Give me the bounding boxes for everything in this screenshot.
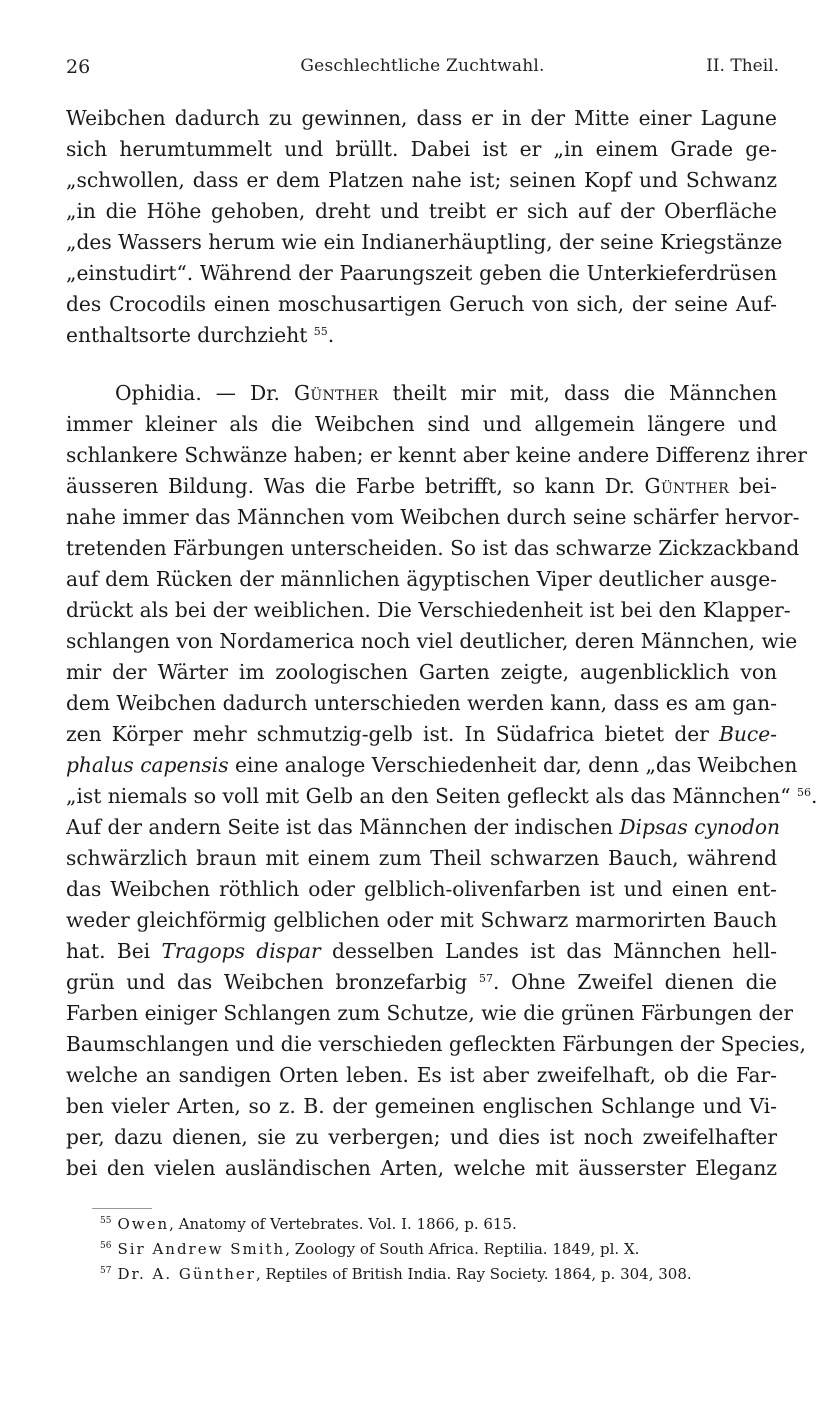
text-line: ben vieler Arten, so z. B. der gemeinen englischen Schlange und Vi-: [66, 1094, 777, 1118]
footnote: $^{55}$ Owen, Anatomy of Vertebrates. Vol. I. 1866, p. 615.: [100, 1215, 517, 1233]
species-name: Tragops dispar: [161, 939, 321, 963]
text-line: äusseren Bildung. Was die Farbe betrifft, so kann Dr. Günther bei-: [66, 474, 778, 498]
text-line: schwärzlich braun mit einem zum Theil schwarzen Bauch, während: [66, 846, 777, 870]
species-name: Dipsas cynodon: [619, 815, 781, 839]
text-line: nahe immer das Männchen vom Weibchen durch seine schärfer hervor-: [66, 505, 800, 529]
text-line: Ophidia. — Dr. Günther theilt mir mit, dass die Männchen: [115, 381, 777, 405]
text-line: schlankere Schwänze haben; er kennt aber keine andere Differenz ihrer: [66, 443, 807, 467]
text-line: Farben einiger Schlangen zum Schutze, wie die grünen Färbungen der: [66, 1001, 794, 1025]
text-line: sich herumtummelt und brüllt. Dabei ist er „in einem Grade ge-: [66, 137, 777, 161]
text-line: welche an sandigen Orten leben. Es ist aber zweifelhaft, ob die Far-: [66, 1063, 777, 1087]
text-line: grün und das Weibchen bronzefarbig $^{57}$. Ohne Zweifel dienen die: [66, 970, 777, 994]
species-name: phalus capensis: [66, 753, 229, 777]
author-name: Günther: [644, 474, 730, 498]
footnote-ref: 55: [313, 325, 328, 338]
text-line: immer kleiner als die Weibchen sind und allgemein längere und: [66, 412, 777, 436]
text-line: mir der Wärter im zoologischen Garten zeigte, augenblicklich von: [66, 660, 777, 684]
text-line: per, dazu dienen, sie zu verbergen; und dies ist noch zweifelhafter: [66, 1125, 777, 1149]
footnote-author: Dr. A. Günther: [117, 1265, 256, 1283]
text-line: weder gleichförmig gelblichen oder mit Schwarz marmorirten Bauch: [66, 908, 777, 932]
text-line: phalus capensis eine analoge Verschiedenheit dar, denn „das Weibchen: [66, 753, 798, 777]
footnote-author: Owen: [117, 1215, 170, 1233]
text-line: zen Körper mehr schmutzig-gelb ist. In Südafrica bietet der Buce-: [66, 722, 777, 746]
text-line: tretenden Färbungen unterscheiden. So ist das schwarze Zickzackband: [66, 536, 800, 560]
author-name: Günther: [293, 381, 379, 405]
text-line: schlangen von Nordamerica noch viel deutlicher, deren Männchen, wie: [66, 629, 798, 653]
text-line: hat. Bei Tragops dispar desselben Landes ist das Männchen hell-: [66, 939, 777, 963]
text-line: Auf der andern Seite ist das Männchen der indischen Dipsas cynodon: [66, 815, 781, 839]
page-number: 26: [66, 56, 91, 78]
running-title: Geschlechtliche Zuchtwahl.: [300, 56, 545, 76]
text-line: das Weibchen röthlich oder gelblich-olivenfarben ist und einen ent-: [66, 877, 777, 901]
species-name: Buce-: [719, 722, 777, 746]
footnote: $^{56}$ Sir Andrew Smith, Zoology of South Africa. Reptilia. 1849, pl. X.: [100, 1240, 640, 1258]
footnote-author: Sir Andrew Smith: [117, 1240, 286, 1258]
text-line: bei den vielen ausländischen Arten, welche mit äusserster Eleganz: [66, 1156, 777, 1180]
text-line: „in die Höhe gehoben, dreht und treibt er sich auf der Oberfläche: [66, 199, 777, 223]
running-header: [66, 56, 779, 84]
part-label: II. Theil.: [706, 56, 779, 76]
text-line: auf dem Rücken der männlichen ägyptischen Viper deutlicher ausge-: [66, 567, 777, 591]
text-line: „einstudirt“. Während der Paarungszeit geben die Unterkieferdrüsen: [66, 261, 777, 285]
text-line: „schwollen, dass er dem Platzen nahe ist; seinen Kopf und Schwanz: [66, 168, 777, 192]
text-line: Weibchen dadurch zu gewinnen, dass er in der Mitte einer Lagune: [66, 106, 777, 130]
text-line: dem Weibchen dadurch unterschieden werden kann, dass es am gan-: [66, 691, 777, 715]
text-line: enthaltsorte durchzieht $^{55}$.: [66, 323, 335, 347]
footnote: $^{57}$ Dr. A. Günther, Reptiles of British India. Ray Society. 1864, p. 304, 308.: [100, 1265, 692, 1283]
footnote-rule: [92, 1208, 152, 1209]
footnote-ref: 57: [478, 972, 493, 985]
text-line: „ist niemals so voll mit Gelb an den Seiten gefleckt als das Männchen“ $^{56}$.: [66, 784, 818, 808]
text-line: drückt als bei der weiblichen. Die Verschiedenheit ist bei den Klapper-: [66, 598, 791, 622]
text-line: „des Wassers herum wie ein Indianerhäuptling, der seine Kriegstänze: [66, 230, 783, 254]
text-line: des Crocodils einen moschusartigen Geruch von sich, der seine Auf-: [66, 292, 777, 316]
footnote-ref: 56: [796, 786, 811, 799]
text-line: Baumschlangen und die verschieden gefleckten Färbungen der Species,: [66, 1032, 806, 1056]
